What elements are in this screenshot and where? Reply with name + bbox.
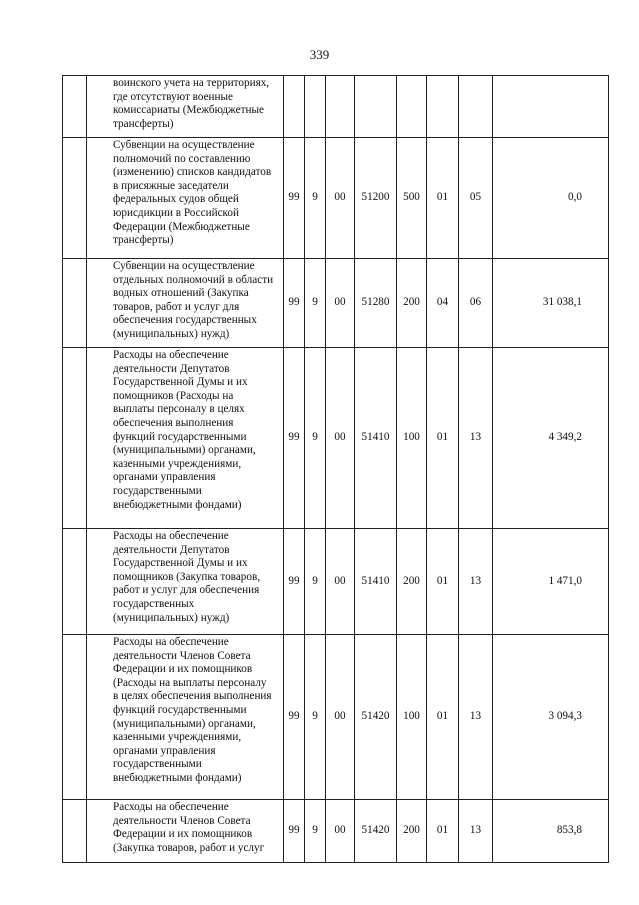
amount-cell: 0,0 <box>493 138 609 259</box>
subsection-cell: 05 <box>459 138 493 259</box>
item-name-line: отдельных полномочий в области <box>113 273 274 286</box>
item-name-cell <box>87 800 284 863</box>
item-name-line: полномочий по составлению <box>113 152 251 165</box>
subprogram-code-cell: 9 <box>305 529 326 635</box>
main-event-code-cell: 00 <box>326 138 355 259</box>
item-name-line: Федерации и их помощников <box>113 663 253 676</box>
main-event-code-cell: 00 <box>326 259 355 348</box>
item-name-cell <box>87 635 284 800</box>
item-name-line: государственными <box>113 758 202 771</box>
item-name-line: водных отношений (Закупка <box>113 287 249 300</box>
item-name-line: работ и услуг для обеспечения <box>113 584 260 597</box>
item-name-line: (муниципальных) нужд) <box>113 611 230 624</box>
item-name-line: Государственной Думы и их <box>113 376 248 389</box>
item-name-line: Субвенции на осуществление <box>113 260 255 272</box>
table-row <box>63 259 609 348</box>
subprogram-code-cell: 9 <box>305 635 326 800</box>
section-cell: 01 <box>427 138 459 259</box>
direction-code-cell: 51280 <box>355 259 397 348</box>
item-name-line: Федерации и их помощников <box>113 828 253 841</box>
item-name-line: юрисдикции в Российской <box>113 206 239 219</box>
table-row <box>63 138 609 259</box>
item-name-line: государственных <box>113 597 195 610</box>
item-name-line: помощников (Расходы на <box>113 389 234 402</box>
item-name-line: государственными <box>113 484 202 497</box>
item-name-line: органами управления <box>113 471 216 484</box>
section-cell: 01 <box>427 348 459 529</box>
row-number-cell <box>63 635 87 800</box>
item-name-line: внебюджетными фондами) <box>113 771 242 784</box>
subprogram-code-cell: 9 <box>305 259 326 348</box>
item-name-cell <box>87 259 284 348</box>
item-name-line: функций государственными <box>113 430 247 443</box>
item-name-line: (муниципальными) органами, <box>113 444 256 457</box>
program-code-cell: 99 <box>284 138 305 259</box>
item-name-line: Федерации (Межбюджетные <box>113 220 250 233</box>
section-cell <box>427 76 459 138</box>
item-name-line: помощников (Закупка товаров, <box>113 570 261 583</box>
item-name-line: Расходы на обеспечение <box>113 530 229 542</box>
subsection-cell: 13 <box>459 348 493 529</box>
row-number-cell <box>63 138 87 259</box>
program-code-cell <box>284 76 305 138</box>
main-event-code-cell: 00 <box>326 348 355 529</box>
item-name-line: (муниципальных) нужд) <box>113 327 230 340</box>
expense-type-cell: 500 <box>397 138 427 259</box>
expense-type-cell: 200 <box>397 259 427 348</box>
item-name-line: выплаты персоналу в целях <box>113 403 245 416</box>
item-name-line: (Расходы на выплаты персоналу <box>113 676 267 689</box>
main-event-code-cell <box>326 76 355 138</box>
item-name-line: товаров, работ и услуг для <box>113 300 240 313</box>
item-name-cell <box>87 138 284 259</box>
program-code-cell: 99 <box>284 800 305 863</box>
item-name-line: обеспечения государственных <box>113 314 257 327</box>
subsection-cell: 13 <box>459 529 493 635</box>
item-name-line: трансферты) <box>113 234 174 247</box>
item-name-line: обеспечения выполнения <box>113 416 234 429</box>
subsection-cell: 06 <box>459 259 493 348</box>
item-name-line: где отсутствуют военные <box>113 90 233 103</box>
direction-code-cell: 51420 <box>355 635 397 800</box>
expense-type-cell: 100 <box>397 348 427 529</box>
expense-type-cell <box>397 76 427 138</box>
row-number-cell <box>63 76 87 138</box>
item-name-line: органами управления <box>113 744 216 757</box>
item-name-line: в присяжные заседатели <box>113 179 229 192</box>
item-name-line: федеральных судов общей <box>113 193 239 206</box>
table-row <box>63 635 609 800</box>
page-number: 339 <box>309 47 330 62</box>
item-name-line: деятельности Членов Совета <box>113 814 251 827</box>
table-row <box>63 76 609 138</box>
table-body <box>63 76 609 863</box>
subprogram-code-cell: 9 <box>305 138 326 259</box>
item-name-line: функций государственными <box>113 703 247 716</box>
item-name-line: (изменению) списков кандидатов <box>113 166 272 179</box>
main-event-code-cell: 00 <box>326 635 355 800</box>
subprogram-code-cell: 9 <box>305 800 326 863</box>
direction-code-cell <box>355 76 397 138</box>
item-name-line: внебюджетными фондами) <box>113 498 242 511</box>
item-name-line: Расходы на обеспечение <box>113 349 229 361</box>
amount-cell: 853,8 <box>493 800 609 863</box>
subprogram-code-cell: 9 <box>305 348 326 529</box>
main-event-code-cell: 00 <box>326 800 355 863</box>
row-number-cell <box>63 259 87 348</box>
table-row <box>63 529 609 635</box>
budget-table <box>62 75 609 863</box>
expense-type-cell: 200 <box>397 800 427 863</box>
item-name-line: (муниципальными) органами, <box>113 717 256 730</box>
main-event-code-cell: 00 <box>326 529 355 635</box>
subsection-cell <box>459 76 493 138</box>
expense-type-cell: 200 <box>397 529 427 635</box>
section-cell: 01 <box>427 635 459 800</box>
subsection-cell: 13 <box>459 800 493 863</box>
program-code-cell: 99 <box>284 529 305 635</box>
subsection-cell: 13 <box>459 635 493 800</box>
item-name-line: комиссариаты (Межбюджетные <box>113 104 264 117</box>
item-name-cell <box>87 348 284 529</box>
section-cell: 01 <box>427 800 459 863</box>
row-number-cell <box>63 800 87 863</box>
direction-code-cell: 51420 <box>355 800 397 863</box>
amount-cell: 1 471,0 <box>493 529 609 635</box>
row-number-cell <box>63 529 87 635</box>
section-cell: 04 <box>427 259 459 348</box>
item-name-line: деятельности Членов Совета <box>113 649 251 662</box>
item-name-line: казенными учреждениями, <box>113 457 242 470</box>
direction-code-cell: 51410 <box>355 529 397 635</box>
item-name-line: Расходы на обеспечение <box>113 801 229 813</box>
item-name-line: деятельности Депутатов <box>113 362 230 375</box>
amount-cell: 31 038,1 <box>493 259 609 348</box>
subprogram-code-cell <box>305 76 326 138</box>
item-name-line: Государственной Думы и их <box>113 557 248 570</box>
program-code-cell: 99 <box>284 259 305 348</box>
table-row <box>63 348 609 529</box>
amount-cell <box>493 76 609 138</box>
expense-type-cell: 100 <box>397 635 427 800</box>
program-code-cell: 99 <box>284 348 305 529</box>
item-name-line: воинского учета на территориях, <box>113 77 270 89</box>
direction-code-cell: 51410 <box>355 348 397 529</box>
item-name-cell <box>87 76 284 138</box>
row-number-cell <box>63 348 87 529</box>
amount-cell: 3 094,3 <box>493 635 609 800</box>
item-name-line: в целях обеспечения выполнения <box>113 690 272 703</box>
item-name-line: трансферты) <box>113 117 174 130</box>
item-name-line: (Закупка товаров, работ и услуг <box>113 841 265 854</box>
item-name-cell <box>87 529 284 635</box>
item-name-line: казенными учреждениями, <box>113 731 242 744</box>
section-cell: 01 <box>427 529 459 635</box>
item-name-line: Субвенции на осуществление <box>113 139 255 151</box>
item-name-line: Расходы на обеспечение <box>113 636 229 648</box>
direction-code-cell: 51200 <box>355 138 397 259</box>
program-code-cell: 99 <box>284 635 305 800</box>
table-row <box>63 800 609 863</box>
amount-cell: 4 349,2 <box>493 348 609 529</box>
item-name-line: деятельности Депутатов <box>113 543 230 556</box>
